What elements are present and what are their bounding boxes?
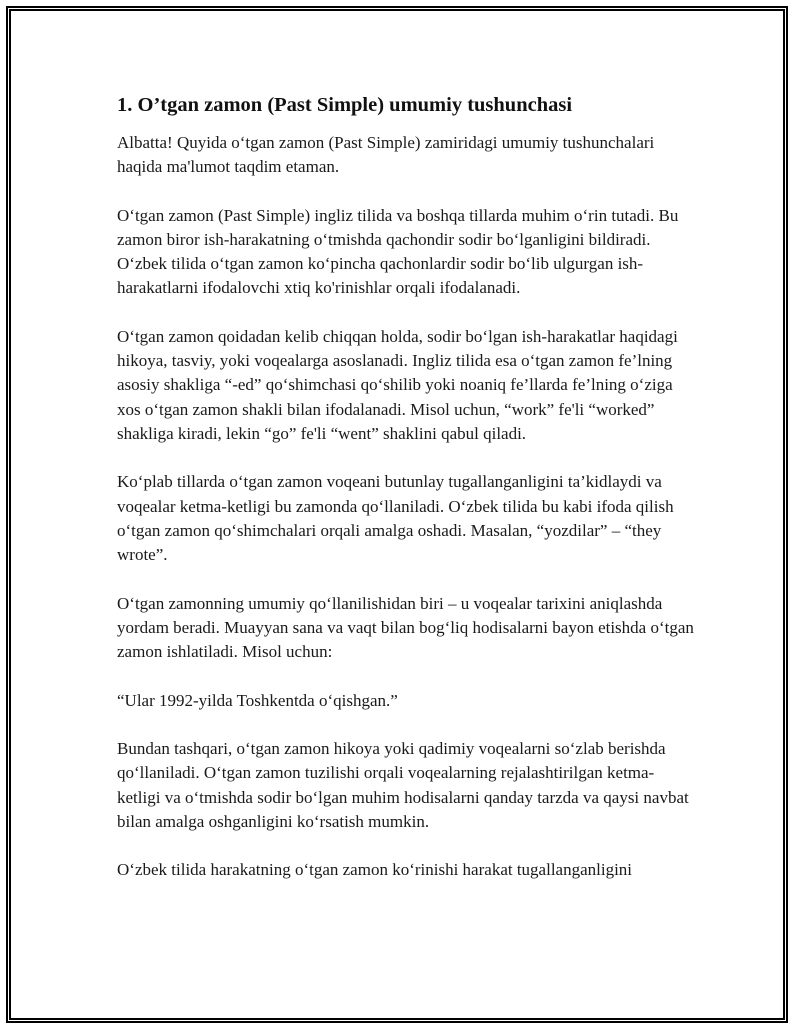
paragraph-definition: O‘tgan zamon (Past Simple) ingliz tilida va boshqa tillarda muhim o‘rin tutadi. Bu zamon biror ish-harakatning o‘tmishda qachondir sodir bo‘lganligini bildiradi. O‘zbek tilida o‘tgan zamon ko‘pincha qachonlardir sodir bo‘lib ulgurgan ish-harakatlarni ifodalovchi xtiq ko'rinishlar orqali ifodalanadi. <box>117 205 679 298</box>
paragraph-narrative-usage: Bundan tashqari, o‘tgan zamon hikoya yoki qadimiy voqealarni so‘zlab berishda qo‘llaniladi. O‘tgan zamon tuzilishi orqali voqealarning rejalashtirilgan ketma-ketligi va o‘tmishda sodir bo‘lgan muhim hodisalarni qanday tarzda va qaysi navbat bilan amalga oshganligini ko‘rsatish mumkin. <box>117 739 689 831</box>
paragraph-continuation: O‘zbek tilida harakatning o‘tgan zamon ko‘rinishi harakat tugallanganligini <box>117 860 633 880</box>
paragraph-history-usage: O‘tgan zamonning umumiy qo‘llanilishidan biri – u voqealar tarixini aniqlashda yordam beradi. Muayyan sana va vaqt bilan bog‘liq hodisalarni bayon etishda o‘tgan zamon ishlatiladi. Misol uchun: <box>117 593 694 662</box>
paragraph-example-quote: “Ular 1992-yilda Toshkentda o‘qishgan.” <box>117 690 398 710</box>
paragraph-formation: O‘tgan zamon qoidadan kelib chiqqan holda, sodir bo‘lgan ish-harakatlar haqidagi hikoya, tasviy, yoki voqealarga asoslanadi. Ingliz tilida esa o‘tgan zamon fe’lning asosiy shakliga “-ed” qo‘shimchasi qo‘shilib yoki noaniq fe’llarda fe’lning o‘ziga xos o‘tgan zamon shakli bilan ifodalanadi. Misol uchun, “work” fe'li “worked” shakliga kiradi, lekin “go” fe'li “went” shaklini qabul qiladi. <box>117 327 678 443</box>
section-heading: 1. O’tgan zamon (Past Simple) umumiy tushunchasi <box>117 94 573 116</box>
paragraph-completion: Ko‘plab tillarda o‘tgan zamon voqeani butunlay tugallanganligini ta’kidlaydi va voqealar ketma-ketligi bu zamonda qo‘llaniladi. O‘zbek tilida bu kabi ifoda qilish o‘tgan zamon qo‘shimchalari orqali amalga oshadi. Masalan, “yozdilar” – “they wrote”. <box>117 472 674 565</box>
paragraph-intro: Albatta! Quyida o‘tgan zamon (Past Simple) zamiridagi umumiy tushunchalari haqida ma'lumot taqdim etaman. <box>117 133 655 177</box>
document-body <box>117 92 697 907</box>
